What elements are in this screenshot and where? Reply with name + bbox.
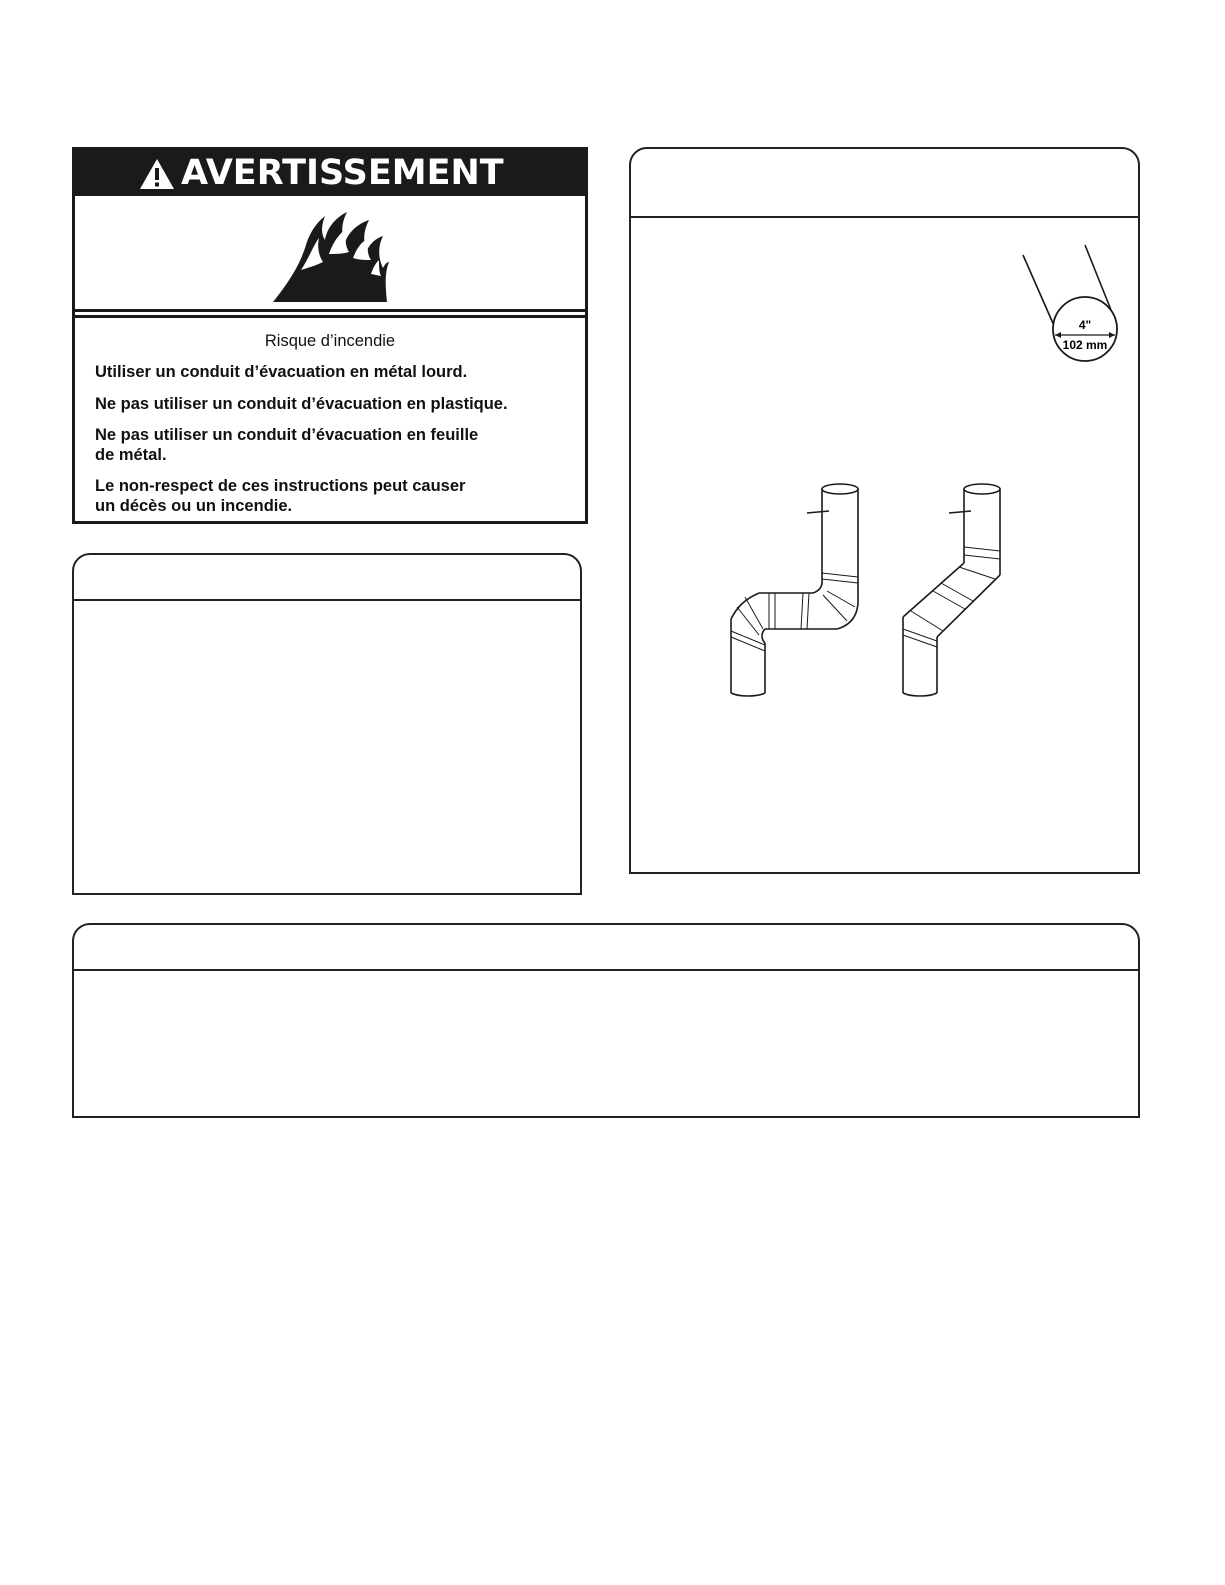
warning-line-1: Utiliser un conduit d’évacuation en métal lourd.: [95, 363, 468, 381]
warning-line-5: Le non-respect de ces instructions peut causer: [95, 477, 466, 495]
left-info-panel: [72, 553, 582, 895]
right-vent-panel: [629, 147, 1140, 874]
right-panel-divider: [631, 216, 1138, 218]
round-duct-diagram: [1017, 241, 1127, 371]
left-panel-divider: [74, 599, 580, 601]
warning-icon-area: [75, 196, 585, 312]
angled-duct-diagram: [893, 479, 1043, 709]
dim-imperial-label: 4": [1078, 318, 1092, 332]
hazard-title: Risque d’incendie: [264, 332, 396, 350]
dim-metric-label: 102 mm: [1062, 338, 1108, 352]
warning-line-3: Ne pas utiliser un conduit d’évacuation en feuille: [95, 426, 479, 444]
bottom-panel-divider: [74, 969, 1138, 971]
warning-header-title: AVERTISSEMENT: [181, 153, 504, 193]
warning-triangle-icon: [139, 158, 175, 190]
warning-text-area: [75, 315, 585, 521]
elbow-duct-diagram: [719, 479, 879, 709]
warning-line-6: un décès ou un incendie.: [95, 497, 293, 515]
warning-box: [72, 147, 588, 524]
bottom-info-panel: [72, 923, 1140, 1118]
warning-line-4: de métal.: [95, 446, 167, 464]
warning-header: [75, 150, 585, 196]
warning-line-2: Ne pas utiliser un conduit d’évacuation en plastique.: [95, 395, 508, 413]
fire-flames-icon: [271, 208, 391, 304]
